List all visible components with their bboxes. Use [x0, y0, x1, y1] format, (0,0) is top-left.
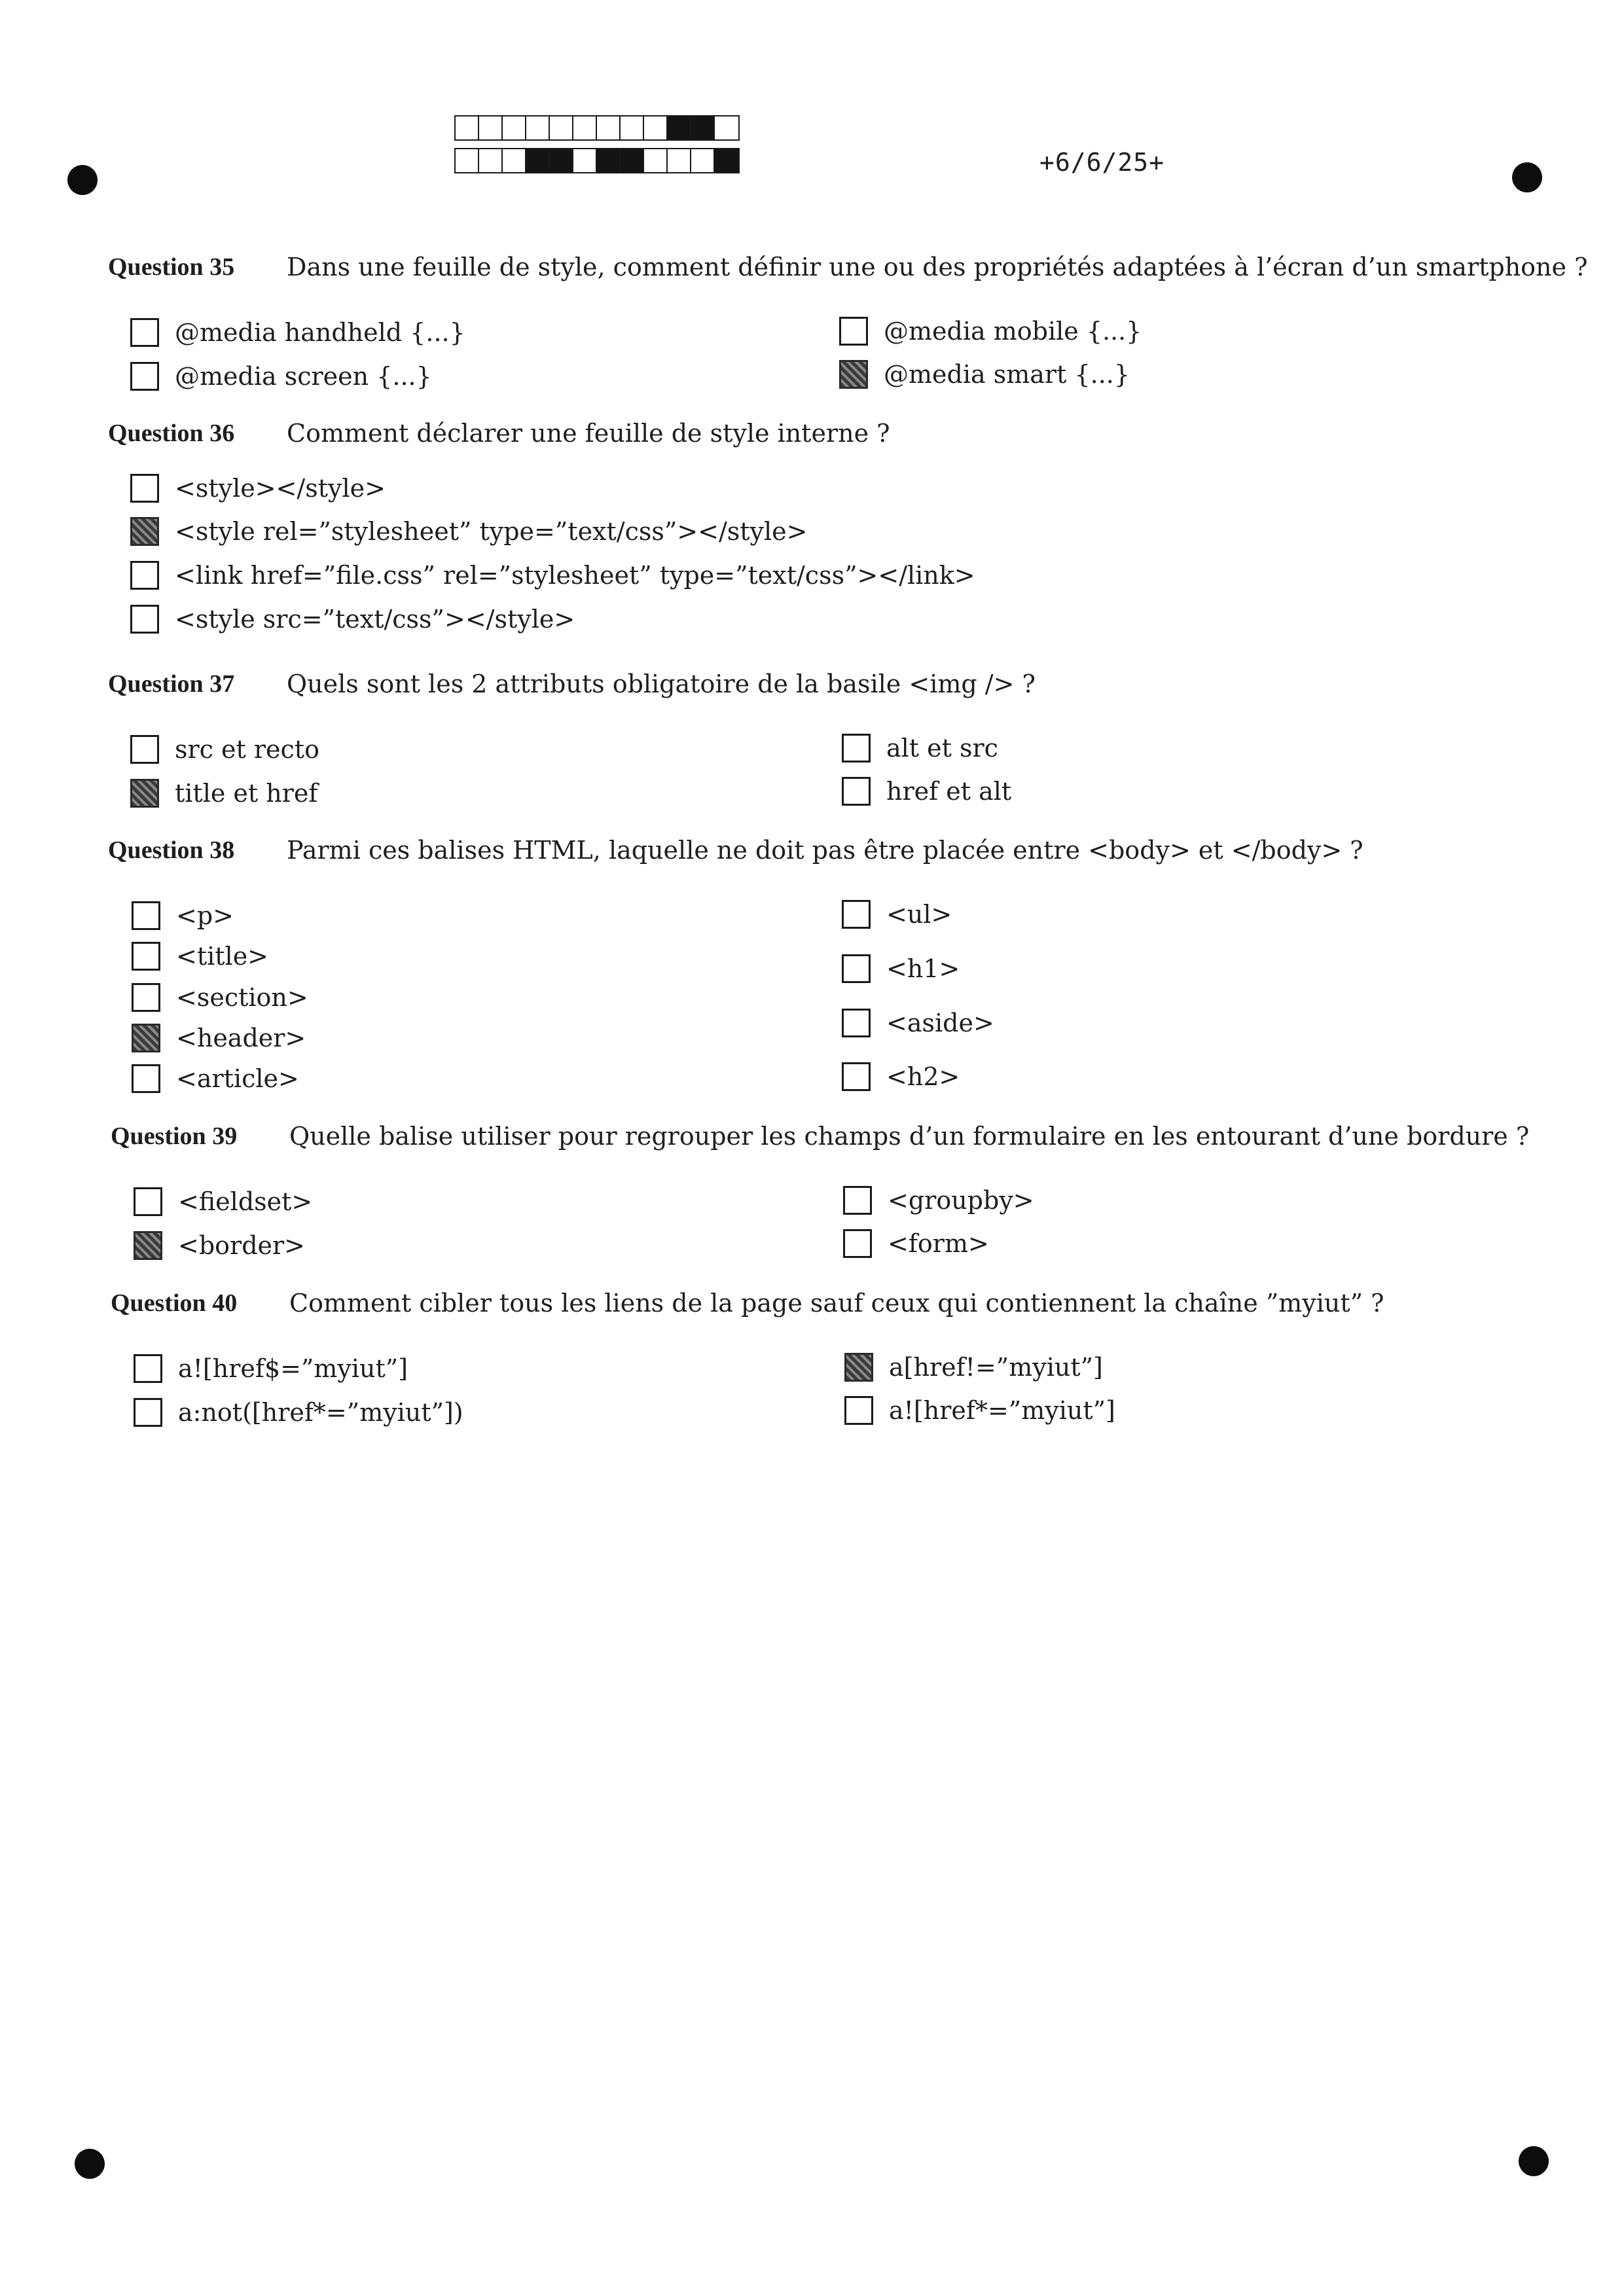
answer-option[interactable]	[132, 1024, 306, 1052]
question-label: Question 38	[108, 836, 235, 864]
answer-option[interactable]	[130, 735, 319, 764]
checkbox[interactable]	[842, 1009, 871, 1037]
answer-label: @media handheld {...}	[175, 318, 465, 347]
student-code-row-2	[454, 148, 740, 173]
student-code-cell	[644, 149, 668, 172]
answer-label: <p>	[176, 901, 234, 930]
answer-label: @media screen {...}	[175, 362, 432, 391]
student-code-cell	[597, 149, 621, 172]
answer-option[interactable]	[132, 901, 234, 930]
answer-label: a![href$=”myiut”]	[178, 1354, 408, 1383]
answer-label: a[href!=”myiut”]	[889, 1353, 1103, 1382]
checkbox[interactable]	[130, 561, 159, 590]
answer-option[interactable]	[130, 318, 465, 347]
registration-mark-top-right	[1512, 162, 1542, 192]
answer-label: a![href*=”myiut”]	[889, 1396, 1115, 1425]
answer-label: <title>	[176, 942, 269, 971]
answer-option[interactable]	[134, 1231, 305, 1260]
answer-option[interactable]	[132, 983, 308, 1012]
checkbox[interactable]	[132, 901, 160, 930]
answer-label: <link href=”file.css” rel=”stylesheet” type=”text/css”></link>	[175, 561, 975, 590]
checkbox[interactable]	[130, 517, 159, 546]
question-38	[0, 836, 1624, 1093]
registration-mark-bottom-left	[75, 2149, 105, 2179]
checkbox[interactable]	[130, 779, 159, 808]
answer-option[interactable]	[842, 734, 998, 762]
answer-label: <ul>	[886, 900, 952, 929]
student-code-cell	[550, 117, 573, 139]
answer-label: <form>	[888, 1229, 989, 1258]
checkbox[interactable]	[839, 360, 868, 389]
student-code-cell	[597, 117, 621, 139]
answer-option[interactable]	[130, 561, 975, 590]
registration-mark-bottom-right	[1519, 2146, 1549, 2176]
question-39	[0, 1124, 1624, 1294]
answer-label: <groupby>	[888, 1186, 1034, 1215]
answer-label: <h1>	[886, 954, 960, 983]
answer-label: <article>	[176, 1064, 299, 1093]
student-code-cell	[668, 117, 691, 139]
checkbox[interactable]	[134, 1354, 162, 1383]
registration-mark-top-left	[67, 165, 98, 195]
answer-label: @media mobile {...}	[884, 317, 1142, 346]
answer-option[interactable]	[842, 1062, 960, 1091]
answer-option[interactable]	[839, 360, 1130, 389]
answer-option[interactable]	[844, 1396, 1115, 1425]
answer-label: alt et src	[886, 734, 998, 762]
question-37	[0, 672, 1624, 842]
answer-label: <aside>	[886, 1009, 994, 1037]
student-code-cell	[621, 117, 644, 139]
answer-label: @media smart {...}	[884, 360, 1130, 389]
checkbox[interactable]	[842, 1062, 871, 1091]
answer-option[interactable]	[839, 317, 1142, 346]
answer-label: src et recto	[175, 735, 319, 764]
checkbox[interactable]	[839, 317, 868, 346]
answer-option[interactable]	[130, 517, 807, 546]
student-code-cell	[621, 149, 644, 172]
answer-option[interactable]	[134, 1187, 312, 1216]
student-code-cell	[503, 117, 526, 139]
checkbox[interactable]	[842, 900, 871, 929]
checkbox[interactable]	[134, 1187, 162, 1216]
answer-option[interactable]	[844, 1353, 1103, 1382]
question-text: Quels sont les 2 attributs obligatoire de la basile <img /> ?	[287, 670, 1036, 698]
checkbox[interactable]	[132, 983, 160, 1012]
answer-option[interactable]	[134, 1354, 408, 1383]
checkbox[interactable]	[130, 362, 159, 391]
answer-label: <style rel=”stylesheet” type=”text/css”></style>	[175, 517, 808, 546]
student-code-cell	[550, 149, 573, 172]
answer-option[interactable]	[842, 954, 960, 983]
student-code-cell	[691, 149, 715, 172]
checkbox[interactable]	[130, 474, 159, 503]
answer-option[interactable]	[130, 779, 317, 808]
checkbox[interactable]	[843, 1186, 872, 1215]
student-code-cell	[526, 117, 550, 139]
checkbox[interactable]	[132, 1064, 160, 1093]
checkbox[interactable]	[134, 1231, 162, 1260]
checkbox[interactable]	[842, 954, 871, 983]
student-code-cell	[479, 149, 503, 172]
question-text: Comment cibler tous les liens de la page sauf ceux qui contiennent la chaîne ”myiut” ?	[289, 1289, 1384, 1318]
answer-option[interactable]	[130, 362, 432, 391]
answer-option[interactable]	[132, 942, 268, 971]
student-code-cell	[668, 149, 691, 172]
answer-option[interactable]	[843, 1186, 1034, 1215]
checkbox[interactable]	[842, 777, 871, 806]
answer-option[interactable]	[130, 605, 575, 634]
checkbox[interactable]	[844, 1396, 873, 1425]
question-label: Question 35	[108, 253, 235, 281]
student-code-cell	[503, 149, 526, 172]
student-code-cell	[479, 117, 503, 139]
answer-option[interactable]	[842, 777, 1011, 806]
student-code-cell	[573, 117, 597, 139]
checkbox[interactable]	[132, 942, 160, 971]
answer-option[interactable]	[843, 1229, 989, 1258]
student-code-cell	[456, 117, 479, 139]
answer-option[interactable]	[842, 900, 952, 929]
answer-label: <header>	[176, 1024, 306, 1052]
student-code-cell	[573, 149, 597, 172]
question-text: Parmi ces balises HTML, laquelle ne doit pas être placée entre <body> et </body> ?	[287, 836, 1363, 865]
checkbox[interactable]	[130, 735, 159, 764]
student-code-cell	[644, 117, 668, 139]
question-label: Question 36	[108, 420, 235, 447]
answer-option[interactable]	[130, 474, 386, 503]
checkbox[interactable]	[134, 1398, 162, 1427]
student-code-cell	[715, 117, 738, 139]
page-identifier: +6/6/25+	[1039, 148, 1165, 177]
student-code-cell	[456, 149, 479, 172]
answer-label: <h2>	[886, 1062, 960, 1091]
question-text: Comment déclarer une feuille de style interne ?	[287, 419, 890, 448]
checkbox[interactable]	[842, 734, 871, 762]
answer-label: <border>	[178, 1231, 306, 1260]
answer-label: href et alt	[886, 777, 1012, 806]
question-35	[0, 255, 1624, 425]
question-text: Quelle balise utiliser pour regrouper les champs d’un formulaire en les entourant d’une bordure ?	[289, 1122, 1530, 1151]
answer-label: <section>	[176, 983, 308, 1012]
student-code-row-1	[454, 115, 740, 141]
question-label: Question 37	[108, 670, 235, 698]
question-label: Question 39	[111, 1122, 238, 1150]
question-36	[0, 419, 1624, 634]
answer-label: title et href	[175, 779, 318, 808]
student-code-cell	[691, 117, 715, 139]
question-label: Question 40	[111, 1289, 238, 1317]
checkbox[interactable]	[843, 1229, 872, 1258]
checkbox[interactable]	[844, 1353, 873, 1382]
answer-label: a:not([href*=”myiut”])	[178, 1398, 463, 1427]
answer-option[interactable]	[842, 1009, 994, 1037]
checkbox[interactable]	[132, 1024, 160, 1052]
student-code-cell	[526, 149, 550, 172]
checkbox[interactable]	[130, 605, 159, 634]
answer-option[interactable]	[134, 1398, 463, 1427]
student-code-cell	[715, 149, 738, 172]
question-text: Dans une feuille de style, comment définir une ou des propriétés adaptées à l’écran d’un smartphone ?	[287, 253, 1588, 281]
checkbox[interactable]	[130, 318, 159, 347]
answer-label: <fieldset>	[178, 1187, 313, 1216]
answer-option[interactable]	[132, 1064, 299, 1093]
question-40	[0, 1291, 1624, 1461]
answer-label: <style src=”text/css”></style>	[175, 605, 575, 634]
answer-label: <style></style>	[175, 474, 386, 503]
